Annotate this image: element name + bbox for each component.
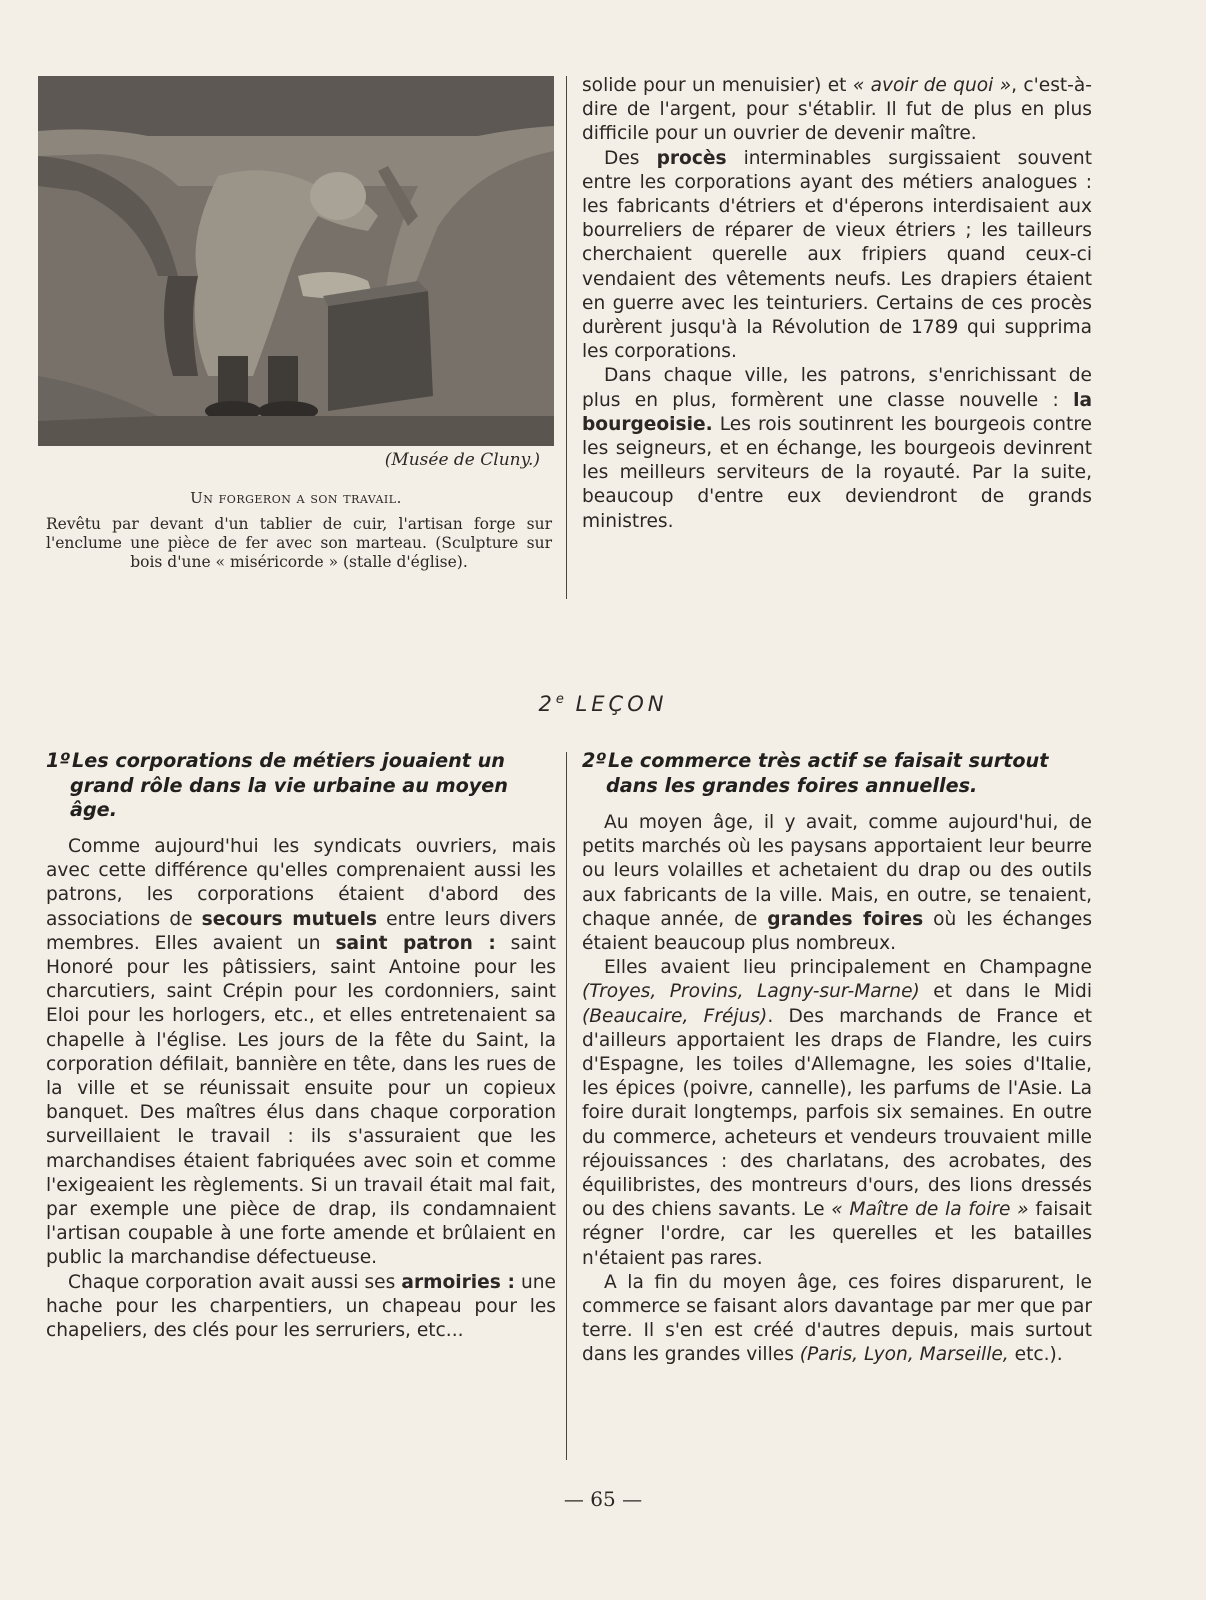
paragraph	[582, 364, 1092, 533]
section-2-number: 2º	[582, 749, 607, 772]
section-2-heading-line1: Le commerce très actif se faisait surtout	[608, 749, 1049, 772]
text-run: une hache pour les charpentiers, un chapeau pour les chapeliers, des clés pour les serruriers, etc...	[46, 1271, 556, 1342]
text-run: solide pour un menuisier) et	[582, 75, 853, 96]
text-run: saint Honoré pour les pâtissiers, saint Antoine pour les charcutiers, saint Crépin pour les cordonniers, saint Eloi pour les horlogers, etc., et elles entretenaient sa chapelle à l'église. Les jours de la fête du Saint, la corporation défilait, bannière en tête, dans les rues de la ville et se réunissait ensuite pour un copieux banquet. Des maîtres élus dans chaque corporation surveillaient le travail : ils s'assuraient que les marchandises étaient fabriquées avec soin et comme l'exigeaient les règlements. Si un travail était mal fait, par exemple une pièce de drap, ils condamnaient l'artisan coupable à une forte amende et brûlaient en public la marchandise défectueuse.	[46, 932, 556, 1269]
section-1-body	[46, 835, 556, 1343]
bold-term: la bourgeoisie.	[582, 389, 1092, 435]
text-run: Au moyen âge, il y avait, comme aujourd'hui, de petits marchés où les paysans apportaient leur beurre ou leurs volailles et achetaient du drap ou des outils aux fabricants de la ville. Mais, en outre, se tenaient, chaque année, de	[582, 812, 1092, 930]
bold-term: secours mutuels	[201, 908, 378, 930]
bold-term: grandes foires	[767, 908, 924, 930]
section-1-heading-line1: Les corporations de métiers jouaient un	[72, 749, 505, 772]
figure-caption: Revêtu par devant d'un tablier de cuir, l'artisan forge sur l'enclume une pièce de fer avec son marteau. (Sculpture sur bois d'une « miséricorde » (stalle d'église).	[46, 515, 552, 571]
paragraph	[46, 835, 556, 1271]
lesson-label: LEÇON	[564, 692, 668, 716]
figure-credit: (Musée de Cluny.)	[384, 450, 540, 470]
paragraph	[582, 1271, 1092, 1368]
lesson-heading	[460, 692, 746, 716]
section-2-heading-line	[582, 749, 1094, 774]
text-run: Chaque corporation avait aussi ses	[68, 1271, 402, 1293]
text-run: entre leurs divers membres. Elles avaient un	[46, 908, 557, 954]
italic-text: « avoir de quoi »	[852, 75, 1012, 96]
text-run: où les échanges étaient beaucoup plus nombreux.	[582, 908, 1093, 955]
text-run: interminables surgissaient souvent entre les corporations ayant des métiers analogues : les fabricants d'étriers et d'éperons interdisaient aux bourreliers de réparer de vieux étriers ; les tailleurs cherchaient querelle aux fripiers quand ceux-ci vendaient des vêtements neufs. Les drapiers étaient en guerre avec les teinturiers. Certains de ces procès durèrent jusqu'à la Révolution de 1789 qui supprima les corporations.	[582, 147, 1092, 363]
text-run: Des	[604, 147, 657, 169]
top-right-column	[582, 74, 1092, 534]
text-run: Dans chaque ville, les patrons, s'enrichissant de plus en plus, formèrent une classe nouvelle :	[582, 365, 1092, 411]
bold-term: procès	[656, 147, 727, 169]
paragraph	[582, 74, 1092, 147]
paragraph	[46, 1271, 556, 1344]
italic-text: (Troyes, Provins, Lagny-sur-Marne)	[582, 981, 920, 1003]
section-1-heading-line	[46, 749, 558, 774]
forgeron-photo	[38, 76, 554, 446]
section-1-number: 1º	[46, 749, 71, 772]
lesson-number-suffix: e	[555, 692, 565, 707]
italic-text: (Paris, Lyon, Marseille,	[799, 1344, 1009, 1366]
lesson-number: 2	[538, 692, 556, 716]
section-1-heading-rest: grand rôle dans la vie urbaine au moyen âge.	[70, 773, 508, 821]
paragraph	[582, 811, 1092, 956]
section-2-heading	[582, 749, 1094, 798]
paragraph	[582, 147, 1092, 365]
column-divider-bottom	[566, 752, 567, 1460]
text-run: Elles avaient lieu principalement en Champagne	[604, 957, 1092, 979]
bold-term: armoiries :	[401, 1271, 515, 1293]
italic-text: (Beaucaire, Fréjus)	[582, 1005, 768, 1027]
section-2-heading-rest: dans les grandes foires annuelles.	[606, 773, 978, 797]
bold-term: saint patron :	[335, 932, 496, 954]
text-run: A la fin du moyen âge, ces foires disparurent, le commerce se faisant alors davantage par mer que par terre. Il s'en est créé d'autres depuis, mais surtout dans les grandes villes	[582, 1271, 1092, 1366]
page-number: — 65 —	[563, 1487, 643, 1511]
figure-title: Un forgeron a son travail.	[190, 489, 402, 507]
text-run: Comme aujourd'hui les syndicats ouvriers, mais avec cette différence qu'elles comprenaient aussi les patrons, les corporations étaient d'abord des associations de	[46, 836, 556, 930]
text-run: . Des marchands de France et d'ailleurs apportaient les draps de Flandre, les cuirs d'Espagne, les toiles d'Allemagne, les soies d'Italie, les épices (poivre, cannelle), les parfums de l'Asie. La foire durait longtemps, parfois six semaines. En outre du commerce, acheteurs et vendeurs trouvaient mille réjouissances : des charlatans, des acrobates, des équilibristes, des montreurs d'ours, des lions dressés ou des chiens savants. Le	[582, 1005, 1092, 1221]
italic-text: « Maître de la foire »	[831, 1199, 1029, 1221]
text-run: etc.).	[1008, 1344, 1063, 1366]
text-run: Les rois soutinrent les bourgeois contre les seigneurs, et en échange, les bourgeois devinrent les meilleurs serviteurs de la royauté. Par la suite, beaucoup d'entre eux deviendront de grands ministres.	[582, 413, 1092, 532]
paragraph	[582, 956, 1092, 1271]
column-divider-top	[566, 76, 567, 599]
forgeron-sculpture-image	[38, 76, 554, 446]
text-run: faisait régner l'ordre, car les querelles et les batailles n'étaient pas rares.	[582, 1199, 1092, 1269]
section-2-body	[582, 811, 1092, 1368]
text-run: , c'est-à-dire de l'argent, pour s'établir. Il fut de plus en plus difficile pour un ouvrier de devenir maître.	[582, 75, 1092, 145]
section-1-heading	[46, 749, 558, 823]
text-run: et dans le Midi	[919, 981, 1093, 1003]
